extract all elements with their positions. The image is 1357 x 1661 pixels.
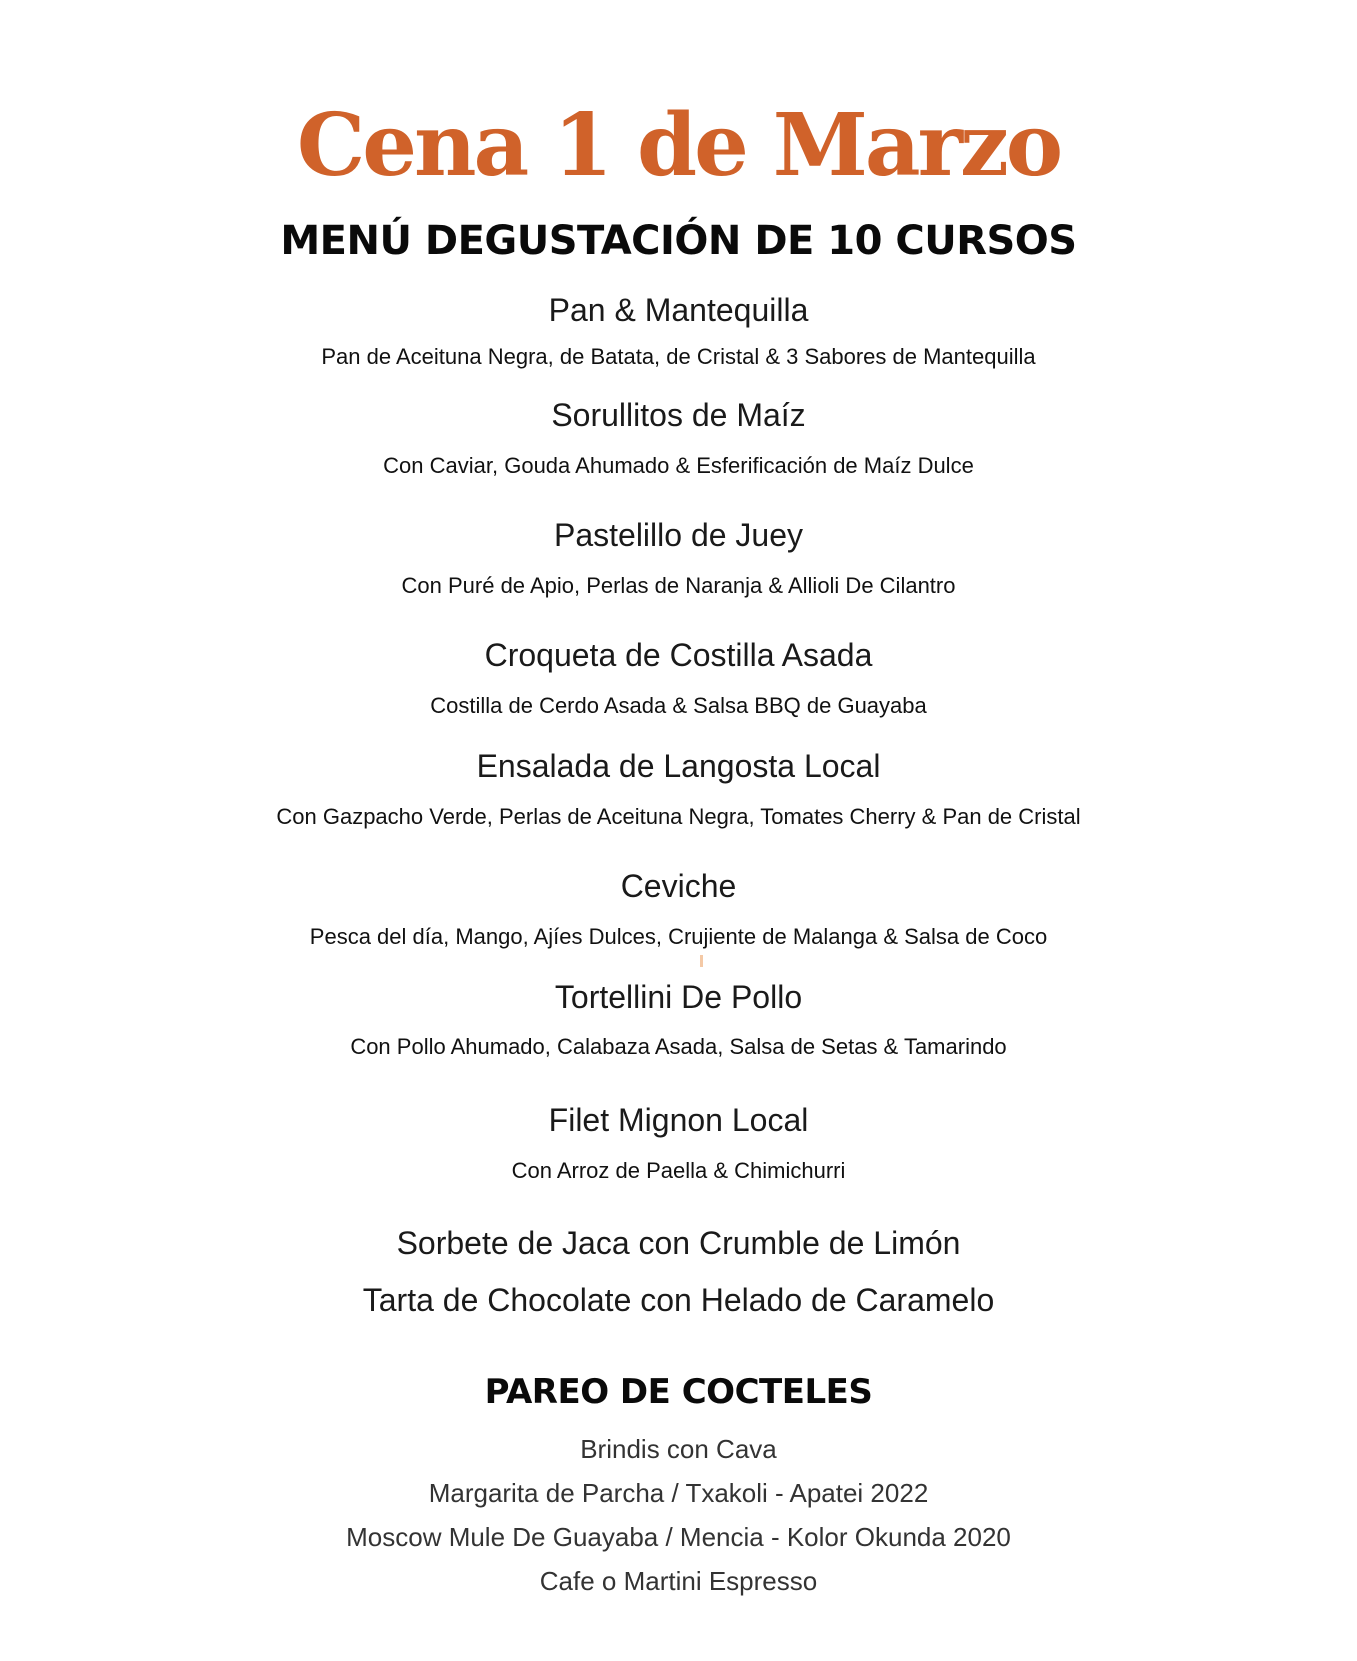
pairing-item: Margarita de Parcha / Txakoli - Apatei 2022 [428,1478,929,1508]
course-name: Sorullitos de Maíz [551,397,806,433]
course-description: Con Arroz de Paella & Chimichurri [511,1158,846,1183]
dessert-item: Sorbete de Jaca con Crumble de Limón [396,1225,961,1261]
course-name: Filet Mignon Local [548,1102,809,1138]
pairing-item: Cafe o Martini Espresso [539,1566,818,1596]
dessert-item: Tarta de Chocolate con Helado de Caramelo [362,1282,995,1318]
course-description: Pan de Aceituna Negra, de Batata, de Cristal & 3 Sabores de Mantequilla [321,344,1036,369]
menu-subtitle: MENÚ DEGUSTACIÓN DE 10 CURSOS [280,218,1077,264]
course-description: Pesca del día, Mango, Ajíes Dulces, Crujiente de Malanga & Salsa de Coco [309,924,1048,949]
decorative-mark [700,955,703,967]
menu-title: Cena 1 de Marzo [296,95,1061,196]
pairing-item: Moscow Mule De Guayaba / Mencia - Kolor Okunda 2020 [346,1522,1011,1552]
course-name: Pastelillo de Juey [553,517,804,553]
course-name: Ceviche [620,868,737,904]
course-description: Con Gazpacho Verde, Perlas de Aceituna Negra, Tomates Cherry & Pan de Cristal [276,804,1081,829]
pairing-heading: PAREO DE COCTELES [484,1372,873,1412]
course-description: Con Pollo Ahumado, Calabaza Asada, Salsa de Setas & Tamarindo [350,1034,1007,1059]
course-name: Ensalada de Langosta Local [476,748,881,784]
pairing-item: Brindis con Cava [580,1434,777,1464]
course-description: Costilla de Cerdo Asada & Salsa BBQ de Guayaba [430,693,927,718]
course-description: Con Caviar, Gouda Ahumado & Esferificación de Maíz Dulce [383,453,974,478]
course-name: Pan & Mantequilla [548,292,809,328]
course-description: Con Puré de Apio, Perlas de Naranja & Allioli De Cilantro [401,573,956,598]
course-name: Croqueta de Costilla Asada [484,637,873,673]
course-name: Tortellini De Pollo [554,979,803,1015]
